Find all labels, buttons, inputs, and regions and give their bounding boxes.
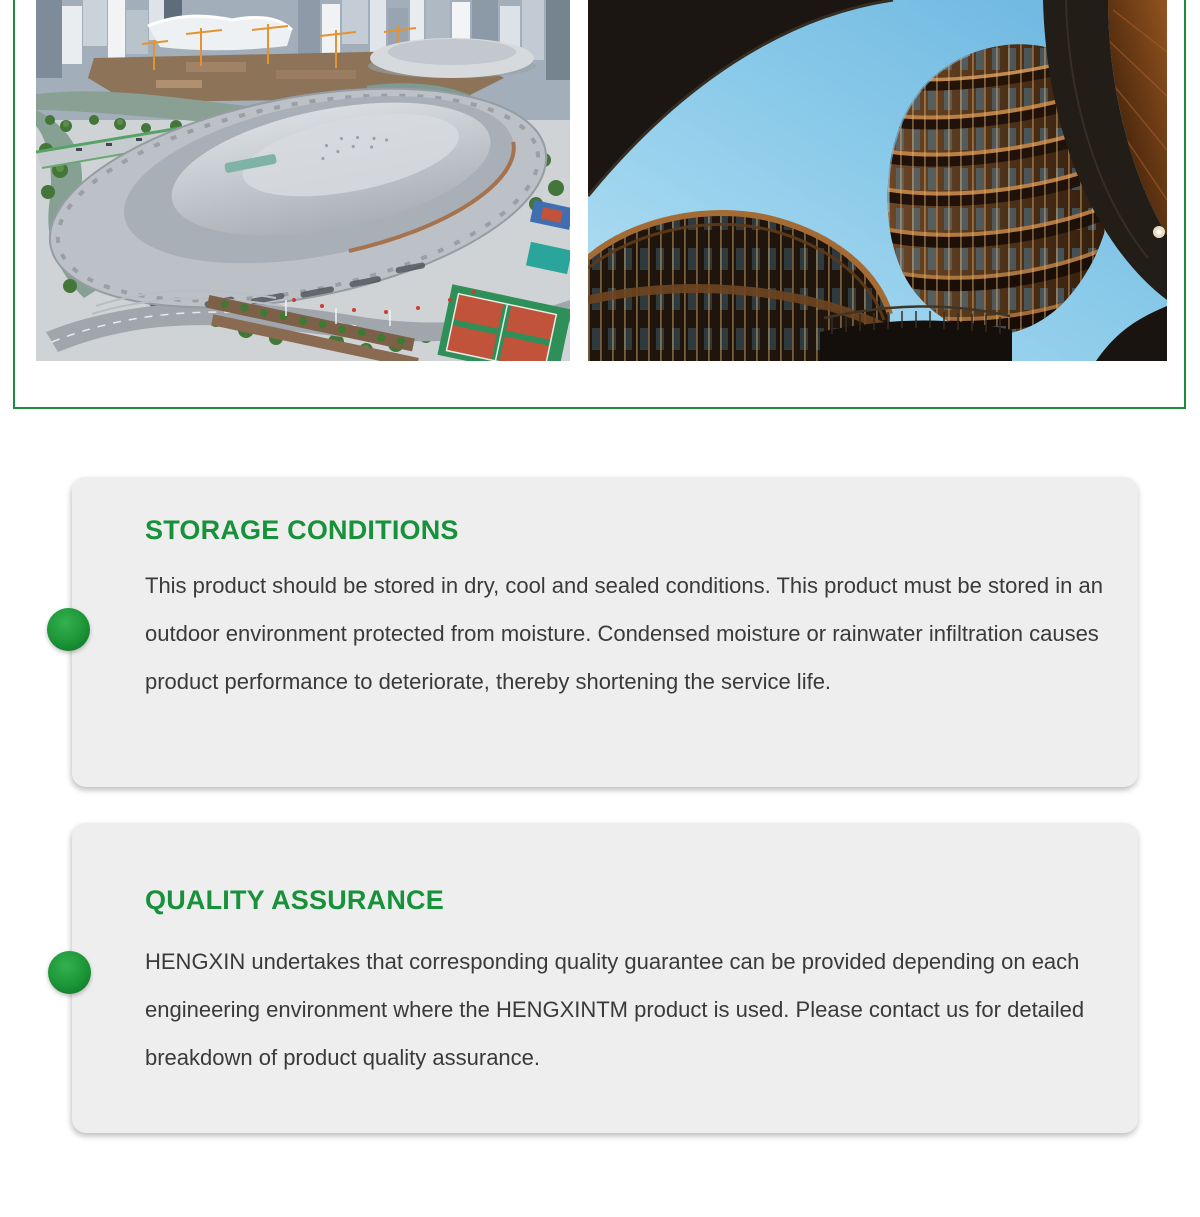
green-bullet-dot xyxy=(47,608,90,651)
green-bullet-dot xyxy=(48,951,91,994)
stadium-aerial-photo xyxy=(36,0,570,361)
quality-assurance-title: QUALITY ASSURANCE xyxy=(145,885,444,915)
quality-assurance-card xyxy=(72,823,1138,1133)
quality-assurance-body: HENGXIN undertakes that corresponding quality guarantee can be provided depending on each engineering environment where the HENGXINTM product is used. Please contact us for detailed breakdown of product quality assurance. xyxy=(145,949,1085,1070)
storage-conditions-card xyxy=(72,477,1138,787)
storage-conditions-title: STORAGE CONDITIONS xyxy=(145,515,459,545)
curved-towers-photo xyxy=(588,0,1167,361)
storage-conditions-body: This product should be stored in dry, cool and sealed conditions. This product must be stored in an outdoor environment protected from moisture. Condensed moisture or rainwater infiltration causes product performance to deteriorate, thereby shortening the service life. xyxy=(145,573,1103,694)
